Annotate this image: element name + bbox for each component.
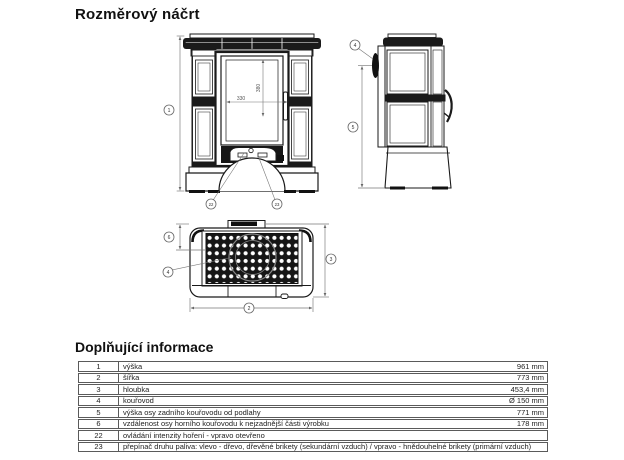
- glass-height-label: 380: [256, 83, 262, 93]
- door-handle-front: [284, 92, 288, 120]
- top-view: [163, 221, 336, 314]
- row-value: 453,4 mm: [510, 384, 544, 394]
- callout-22-label: 22: [208, 201, 214, 207]
- row-number: 23: [79, 443, 119, 452]
- table-row: [78, 419, 548, 430]
- table-row: [78, 361, 548, 372]
- row-description: výška osy zadního kouřovodu od podlahy: [123, 408, 261, 417]
- row-description: kouřovod: [123, 396, 154, 405]
- fuel-switch-slider: [258, 153, 267, 157]
- callout-4-label: 4: [353, 42, 357, 49]
- front-top-plate: [190, 34, 314, 38]
- row-value: [544, 443, 547, 452]
- row-number: 22: [79, 431, 119, 440]
- callout-2-label: 2: [247, 305, 251, 312]
- row-value: 961 mm: [516, 361, 544, 371]
- row-description: výška: [123, 362, 143, 371]
- table-row: [78, 373, 548, 384]
- row-number: 3: [79, 385, 119, 394]
- additional-info-table: [78, 361, 548, 453]
- row-value: [544, 431, 547, 440]
- callout-23-label: 23: [274, 201, 280, 207]
- row-number: 1: [79, 362, 119, 371]
- front-view: [164, 34, 321, 209]
- table-row: [78, 407, 548, 418]
- callout-6-label: 6: [167, 234, 171, 241]
- row-value: Ø 150 mm: [508, 396, 544, 406]
- side-view: [348, 34, 452, 190]
- info-section-title: Doplňující informace: [75, 339, 214, 355]
- rear-plate: [378, 46, 385, 147]
- page-title: Rozměrový náčrt: [75, 6, 200, 23]
- callout-5-label: 5: [351, 124, 355, 131]
- row-description: přepínač druhu paliva: vlevo - dřevo, dřevěné brikety (sekundární vzduch) / vpravo - hnědouhelné brikety (primární vzduch): [123, 442, 532, 451]
- row-description: hloubka: [123, 385, 150, 394]
- row-number: 2: [79, 374, 119, 383]
- callout-1-label: 1: [167, 107, 171, 114]
- latch-nub: [281, 294, 288, 299]
- row-value: 178 mm: [516, 419, 544, 429]
- row-number: 6: [79, 420, 119, 429]
- row-description: šířka: [123, 373, 140, 382]
- table-row: [78, 430, 548, 441]
- callout-4b-label: 4: [166, 269, 170, 276]
- dim-height: [177, 36, 184, 191]
- door-glass: [226, 60, 278, 141]
- callout-3-label: 3: [329, 256, 333, 263]
- side-crown: [383, 38, 443, 47]
- row-value: 773 mm: [516, 373, 544, 383]
- row-number: 4: [79, 397, 119, 406]
- glass-width-label: 330: [236, 96, 246, 102]
- row-description: vzdálenost osy horního kouřovodu k nejzadnější části výrobku: [123, 419, 329, 428]
- row-description: ovládání intenzity hoření - vpravo otevřeno: [123, 431, 265, 440]
- table-row: [78, 384, 548, 395]
- row-value: 771 mm: [516, 407, 544, 417]
- perforated-plate: [206, 234, 298, 284]
- table-row: [78, 396, 548, 407]
- row-number: 5: [79, 408, 119, 417]
- flue-outlet: [372, 53, 379, 78]
- table-row: [78, 442, 548, 453]
- side-top-plate: [388, 34, 436, 38]
